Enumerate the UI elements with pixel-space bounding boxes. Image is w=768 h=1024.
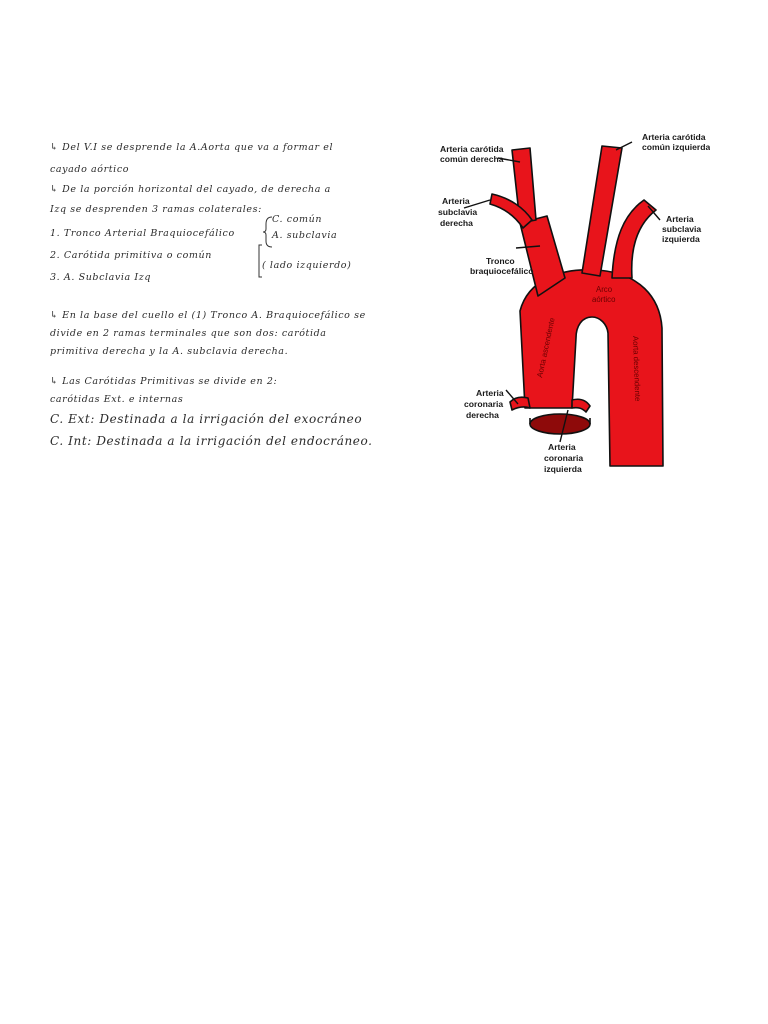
label-brachiocephalic-trunk: braquiocefálico [470, 266, 534, 276]
note-line: primitiva derecha y la A. subclavia derecha. [50, 346, 289, 357]
aortic-arch-illustration [420, 128, 710, 478]
note-line: ↳ En la base del cuello el (1) Tronco A. Braquiocefálico se [50, 310, 366, 321]
label-aortic-arch: aórtico [592, 295, 616, 304]
aortic-root-lumen [530, 414, 590, 434]
left-subclavian [612, 200, 656, 278]
note-line: ( lado izquierdo) [262, 260, 352, 271]
label-right-carotid: común derecha [440, 154, 504, 164]
note-line: 1. Tronco Arterial Braquiocefálico [50, 228, 235, 239]
label-right-coronary: Arteria [476, 388, 504, 398]
bracket-icon [256, 244, 264, 278]
note-line: C. común [272, 214, 323, 225]
label-left-subclavian: izquierda [662, 234, 700, 244]
note-line: divide en 2 ramas terminales que son dos: carótida [50, 328, 327, 339]
note-line: A. subclavia [272, 230, 338, 241]
note-line: 3. A. Subclavia Izq [50, 272, 152, 283]
left-coronary [572, 399, 590, 412]
label-left-coronary: Arteria [548, 442, 576, 452]
label-right-coronary: coronaria [464, 399, 504, 409]
label-brachiocephalic-trunk: Tronco [486, 256, 515, 266]
note-line: ↳ De la porción horizontal del cayado, de derecha a [50, 184, 331, 195]
note-line: ↳ Del V.I se desprende la A.Aorta que va a formar el [50, 142, 334, 153]
note-line: cayado aórtico [50, 164, 130, 175]
label-left-coronary: izquierda [544, 464, 582, 474]
label-ascending-aorta: Aorta ascendente [535, 316, 557, 379]
note-line: C. Int: Destinada a la irrigación del endocráneo. [50, 434, 373, 448]
label-left-subclavian: subclavia [662, 224, 702, 234]
note-line: ↳ Las Carótidas Primitivas se divide en 2: [50, 376, 278, 387]
note-line: carótidas Ext. e internas [50, 394, 184, 405]
note-line: Izq se desprenden 3 ramas colaterales: [50, 204, 262, 215]
aortic-arch-diagram [420, 128, 710, 478]
label-right-carotid: Arteria carótida [440, 144, 504, 154]
label-left-carotid: común izquierda [642, 142, 710, 152]
label-right-subclavian: subclavia [438, 207, 478, 217]
note-line: C. Ext: Destinada a la irrigación del exocráneo [50, 412, 363, 426]
label-left-subclavian: Arteria [666, 214, 694, 224]
label-right-coronary: derecha [466, 410, 499, 420]
label-aortic-arch: Arco [596, 285, 613, 294]
label-right-subclavian: derecha [440, 218, 473, 228]
label-left-coronary: coronaria [544, 453, 584, 463]
label-right-subclavian: Arteria [442, 196, 470, 206]
label-left-carotid: Arteria carótida [642, 132, 706, 142]
handwritten-notes [50, 128, 410, 478]
label-descending-aorta: Aorta descendente [631, 335, 643, 402]
note-line: 2. Carótida primitiva o común [50, 250, 212, 261]
